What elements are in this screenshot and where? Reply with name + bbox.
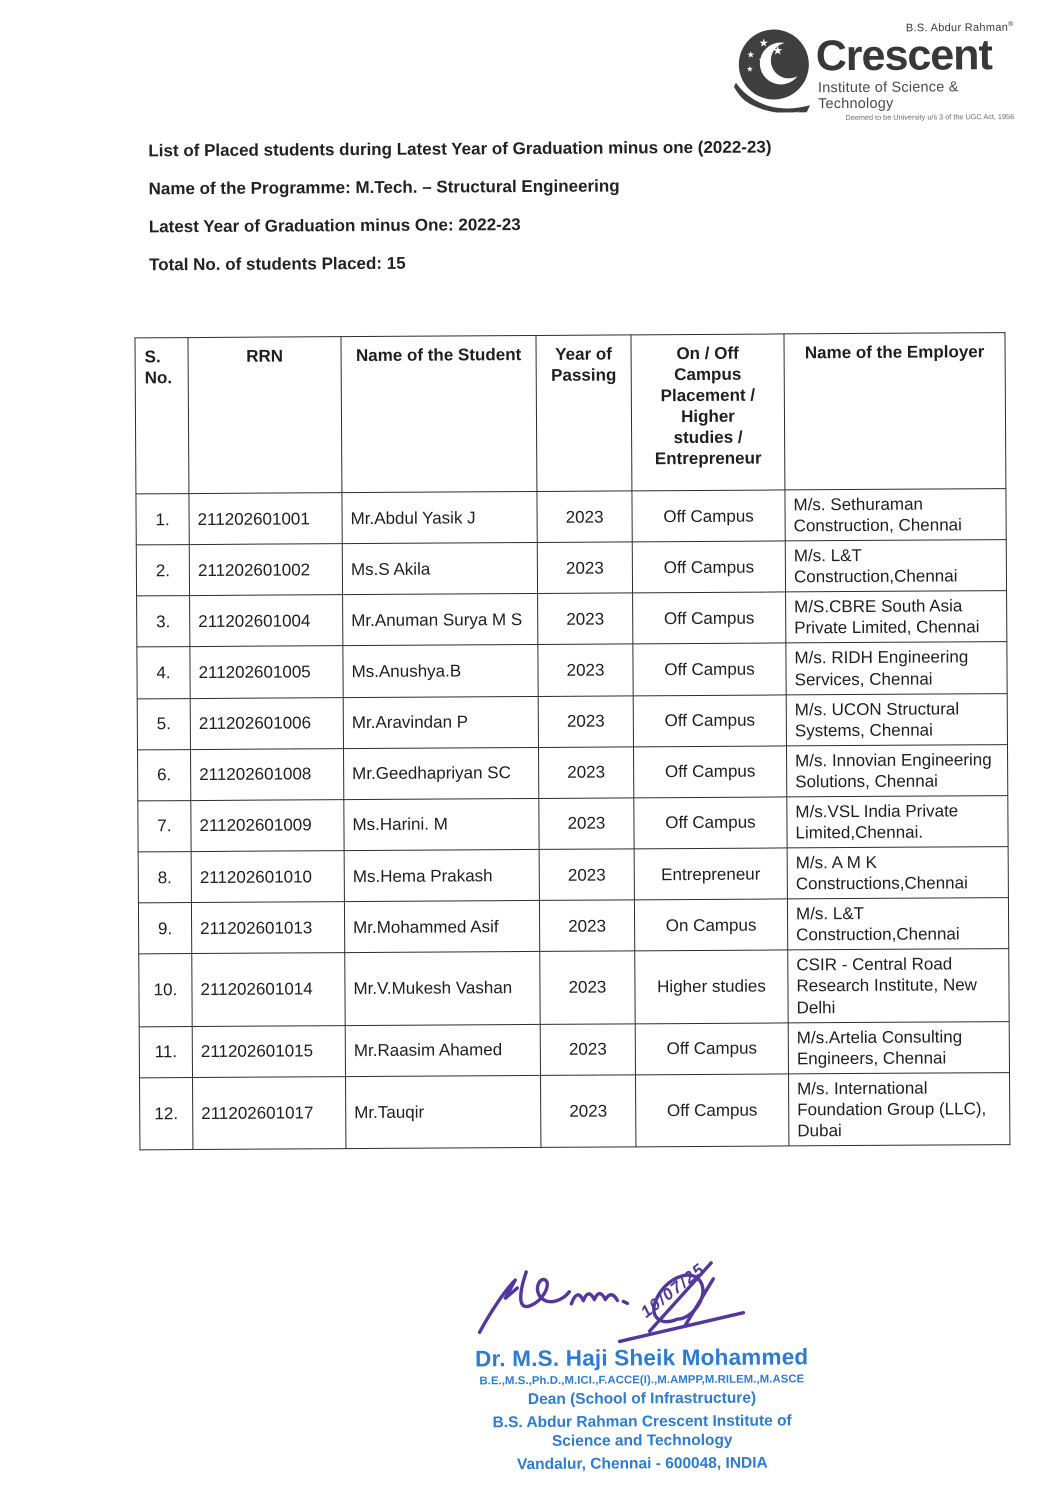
cell-sno: 8. — [138, 852, 191, 903]
header-sno: S. No. — [135, 338, 189, 494]
cell-employer: M/s. International Foundation Group (LLC), Dubai — [788, 1072, 1009, 1146]
cell-mode: Off Campus — [635, 1023, 788, 1075]
cell-year: 2023 — [537, 542, 632, 594]
cell-mode: Entrepreneur — [634, 848, 787, 900]
cell-name: Mr.Aravindan P — [343, 696, 538, 748]
cell-mode: Off Campus — [633, 592, 786, 644]
registered-mark: ® — [1008, 21, 1014, 29]
cell-sno: 5. — [137, 698, 190, 749]
cell-rrn: 211202601002 — [189, 544, 342, 596]
cell-sno: 1. — [136, 494, 189, 545]
cell-sno: 11. — [139, 1026, 192, 1077]
document-header — [148, 136, 929, 293]
cell-rrn: 211202601001 — [189, 493, 342, 545]
cell-rrn: 211202601008 — [191, 748, 344, 800]
logo-brand-large: Crescent — [815, 30, 992, 80]
table-row — [138, 898, 1008, 954]
table-row — [137, 591, 1007, 647]
cell-rrn: 211202601005 — [190, 646, 343, 698]
cell-sno: 9. — [138, 903, 191, 954]
cell-mode: Off Campus — [635, 1074, 788, 1147]
stamp-credentials: B.E.,M.S.,Ph.D.,M.ICI.,F.ACCE(I).,M.AMPP,M.RILEM.,M.ASCE — [479, 1373, 805, 1388]
cell-name: Mr.Geedhapriyan SC — [343, 747, 538, 799]
cell-mode: On Campus — [634, 899, 787, 951]
cell-rrn: 211202601015 — [192, 1025, 345, 1077]
cell-year: 2023 — [539, 849, 634, 901]
cell-name: Mr.V.Mukesh Vashan — [345, 952, 540, 1025]
dean-stamp — [412, 1344, 873, 1480]
table-header — [135, 333, 1006, 494]
cell-rrn: 211202601013 — [191, 902, 344, 954]
programme-line: Name of the Programme: M.Tech. – Structural Engineering — [148, 176, 620, 199]
table-row — [137, 693, 1007, 749]
svg-text:★: ★ — [758, 37, 769, 50]
cell-sno: 4. — [137, 647, 190, 698]
cell-sno: 2. — [136, 545, 189, 596]
cell-employer: M/s. UCON Structural Systems, Chennai — [786, 693, 1007, 746]
logo-brand-small: B.S. Abdur Rahman® — [905, 21, 1014, 35]
header-name: Name of the Student — [341, 335, 537, 492]
stamp-institute-line1: B.S. Abdur Rahman Crescent Institute of — [492, 1412, 792, 1432]
table-header-row — [135, 333, 1006, 494]
cell-mode: Off Campus — [632, 541, 785, 593]
cell-employer: M/s.Artelia Consulting Engineers, Chennai — [788, 1021, 1009, 1074]
cell-employer: M/s. Innovian Engineering Solutions, Chennai — [786, 744, 1007, 797]
cell-year: 2023 — [538, 593, 633, 645]
cell-employer: M/s.VSL India Private Limited,Chennai. — [787, 796, 1008, 849]
header-employer: Name of the Employer — [784, 333, 1006, 490]
table-row — [140, 1072, 1010, 1150]
header-rrn: RRN — [188, 337, 342, 494]
header-mode: On / Off Campus Placement / Higher studies / Entrepreneur — [631, 334, 785, 491]
cell-sno: 6. — [138, 749, 191, 800]
cell-mode: Higher studies — [635, 950, 788, 1023]
cell-year: 2023 — [539, 798, 634, 850]
table-body — [136, 489, 1010, 1150]
cell-rrn: 211202601010 — [191, 851, 344, 903]
cell-name: Mr.Raasim Ahamed — [345, 1024, 540, 1076]
document-title: List of Placed students during Latest Year of Graduation minus one (2022-23) — [148, 137, 772, 161]
cell-employer: M/s. RIDH Engineering Services, Chennai — [786, 642, 1007, 695]
cell-rrn: 211202601017 — [193, 1076, 346, 1149]
cell-sno: 12. — [140, 1077, 193, 1150]
stamp-address: Vandalur, Chennai - 600048, INDIA — [516, 1454, 768, 1474]
logo-text-block — [815, 21, 1015, 122]
cell-employer: M/S.CBRE South Asia Private Limited, Chennai — [786, 591, 1007, 644]
cell-rrn: 211202601014 — [192, 953, 345, 1026]
logo-subtitle: Institute of Science & Technology — [817, 79, 959, 112]
cell-name: Ms.Hema Prakash — [344, 850, 539, 902]
table-row — [139, 949, 1009, 1027]
cell-mode: Off Campus — [633, 695, 786, 747]
cell-name: Ms.Harini. M — [344, 798, 539, 850]
total-placed-line: Total No. of students Placed: 15 — [148, 253, 406, 275]
table-row — [136, 489, 1006, 545]
cell-mode: Off Campus — [634, 797, 787, 849]
cell-name: Ms.S Akila — [342, 543, 537, 595]
table-row — [138, 744, 1008, 800]
cell-year: 2023 — [537, 491, 632, 543]
cell-year: 2023 — [538, 695, 633, 747]
cell-year: 2023 — [540, 1023, 635, 1075]
table-row — [139, 1021, 1009, 1077]
cell-employer: CSIR - Central Road Research Institute, New Delhi — [788, 949, 1009, 1023]
cell-year: 2023 — [539, 900, 634, 952]
logo-tagline: Deemed to be University u/s 3 of the UGC Act, 1956 — [845, 111, 1015, 122]
crescent-moon-emblem-icon — [734, 26, 815, 117]
header-year: Year of Passing — [536, 335, 632, 492]
cell-name: Mr.Abdul Yasik J — [342, 491, 537, 543]
cell-year: 2023 — [540, 1075, 635, 1148]
cell-year: 2023 — [540, 951, 635, 1024]
cell-name: Ms.Anushya.B — [343, 645, 538, 697]
cell-name: Mr.Mohammed Asif — [344, 901, 539, 953]
table-row — [138, 796, 1008, 852]
stamp-name: Dr. M.S. Haji Sheik Mohammed — [475, 1344, 809, 1372]
table-row — [138, 847, 1008, 903]
svg-text:★: ★ — [758, 55, 766, 65]
svg-text:★: ★ — [746, 64, 754, 74]
stamp-institute-line2: Science and Technology — [551, 1431, 733, 1450]
cell-sno: 10. — [139, 954, 192, 1027]
svg-text:★: ★ — [772, 43, 784, 58]
cell-mode: Off Campus — [633, 643, 786, 695]
cell-rrn: 211202601004 — [190, 595, 343, 647]
cell-sno: 3. — [137, 596, 190, 647]
placed-students-table — [134, 332, 1010, 1150]
table-row — [136, 540, 1006, 596]
cell-employer: M/s. A M K Constructions,Chennai — [787, 847, 1008, 900]
cell-mode: Off Campus — [633, 746, 786, 798]
cell-name: Mr.Anuman Surya M S — [343, 594, 538, 646]
cell-employer: M/s. L&T Construction,Chennai — [787, 898, 1008, 951]
stamp-designation: Dean (School of Infrastructure) — [527, 1389, 757, 1409]
table-row — [137, 642, 1007, 698]
cell-sno: 7. — [138, 801, 191, 852]
cell-employer: M/s. Sethuraman Construction, Chennai — [785, 489, 1006, 542]
cell-name: Mr.Tauqir — [346, 1075, 541, 1148]
cell-year: 2023 — [538, 644, 633, 696]
cell-employer: M/s. L&T Construction,Chennai — [785, 540, 1006, 593]
latest-year-line: Latest Year of Graduation minus One: 2022-23 — [148, 215, 521, 237]
cell-mode: Off Campus — [632, 490, 785, 542]
institute-logo — [734, 21, 1015, 122]
cell-rrn: 211202601009 — [191, 800, 344, 852]
signature-date: 10/07/25 — [637, 1260, 709, 1322]
cell-rrn: 211202601006 — [190, 697, 343, 749]
svg-text:★: ★ — [746, 49, 755, 60]
cell-year: 2023 — [538, 747, 633, 799]
